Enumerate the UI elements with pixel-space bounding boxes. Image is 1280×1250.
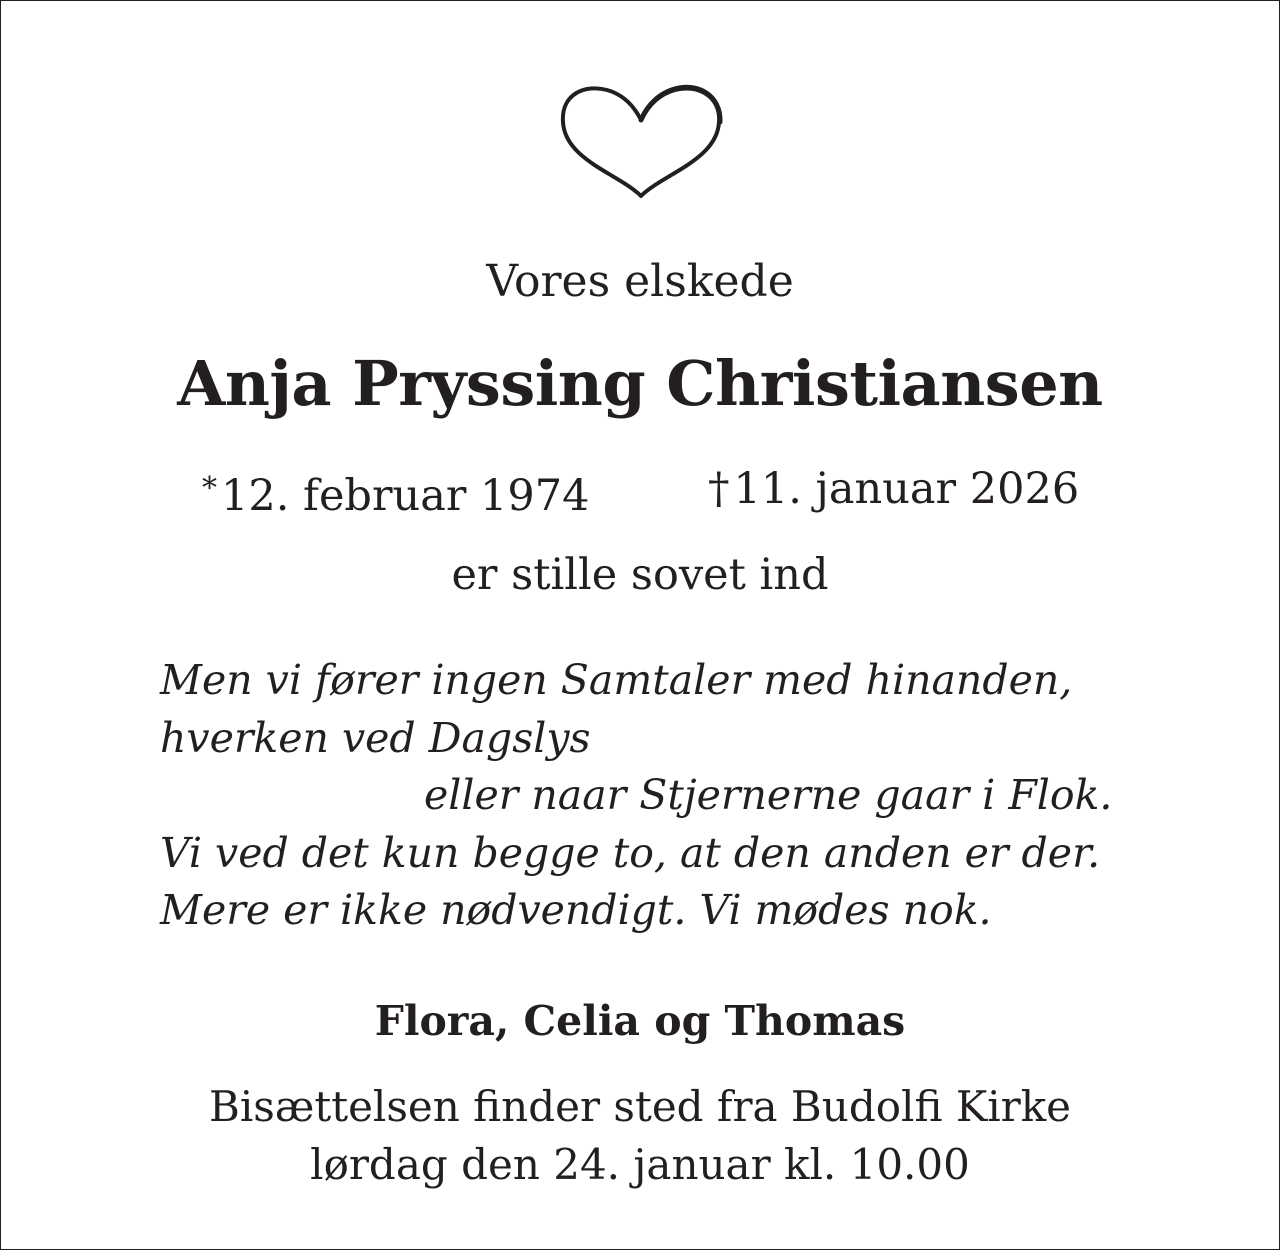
birth-date-text: 12. februar 1974 (221, 471, 590, 521)
intro-text: Vores elskede (486, 256, 794, 307)
poem-line: eller naar Stjernerne gaar i Flok. (424, 771, 1113, 820)
asterisk-birth-mark: * (202, 471, 217, 506)
signers: Flora, Celia og Thomas (374, 997, 906, 1045)
poem (160, 652, 1160, 940)
poem-line: Mere er ikke nødvendigt. Vi mødes nok. (160, 886, 992, 935)
poem-line: hverken ved Dagslys (160, 713, 591, 762)
birth-date (202, 460, 589, 525)
passed-text: er stille sovet ind (451, 550, 829, 600)
deceased-name: Anja Pryssing Christiansen (177, 347, 1103, 420)
death-date-text: 11. januar 2026 (733, 464, 1080, 514)
poem-line: Vi ved det kun begge to, at den anden er der. (160, 828, 1101, 877)
service-info-line: lørdag den 24. januar kl. 10.00 (310, 1140, 970, 1189)
heart-outline-icon (559, 82, 723, 200)
cross-death-mark: † (708, 464, 730, 514)
poem-line: Men vi fører ingen Samtaler med hinanden, (160, 656, 1073, 704)
service-info-line: Bisættelsen finder sted fra Budolfi Kirke (208, 1082, 1072, 1131)
death-date (708, 460, 1079, 518)
